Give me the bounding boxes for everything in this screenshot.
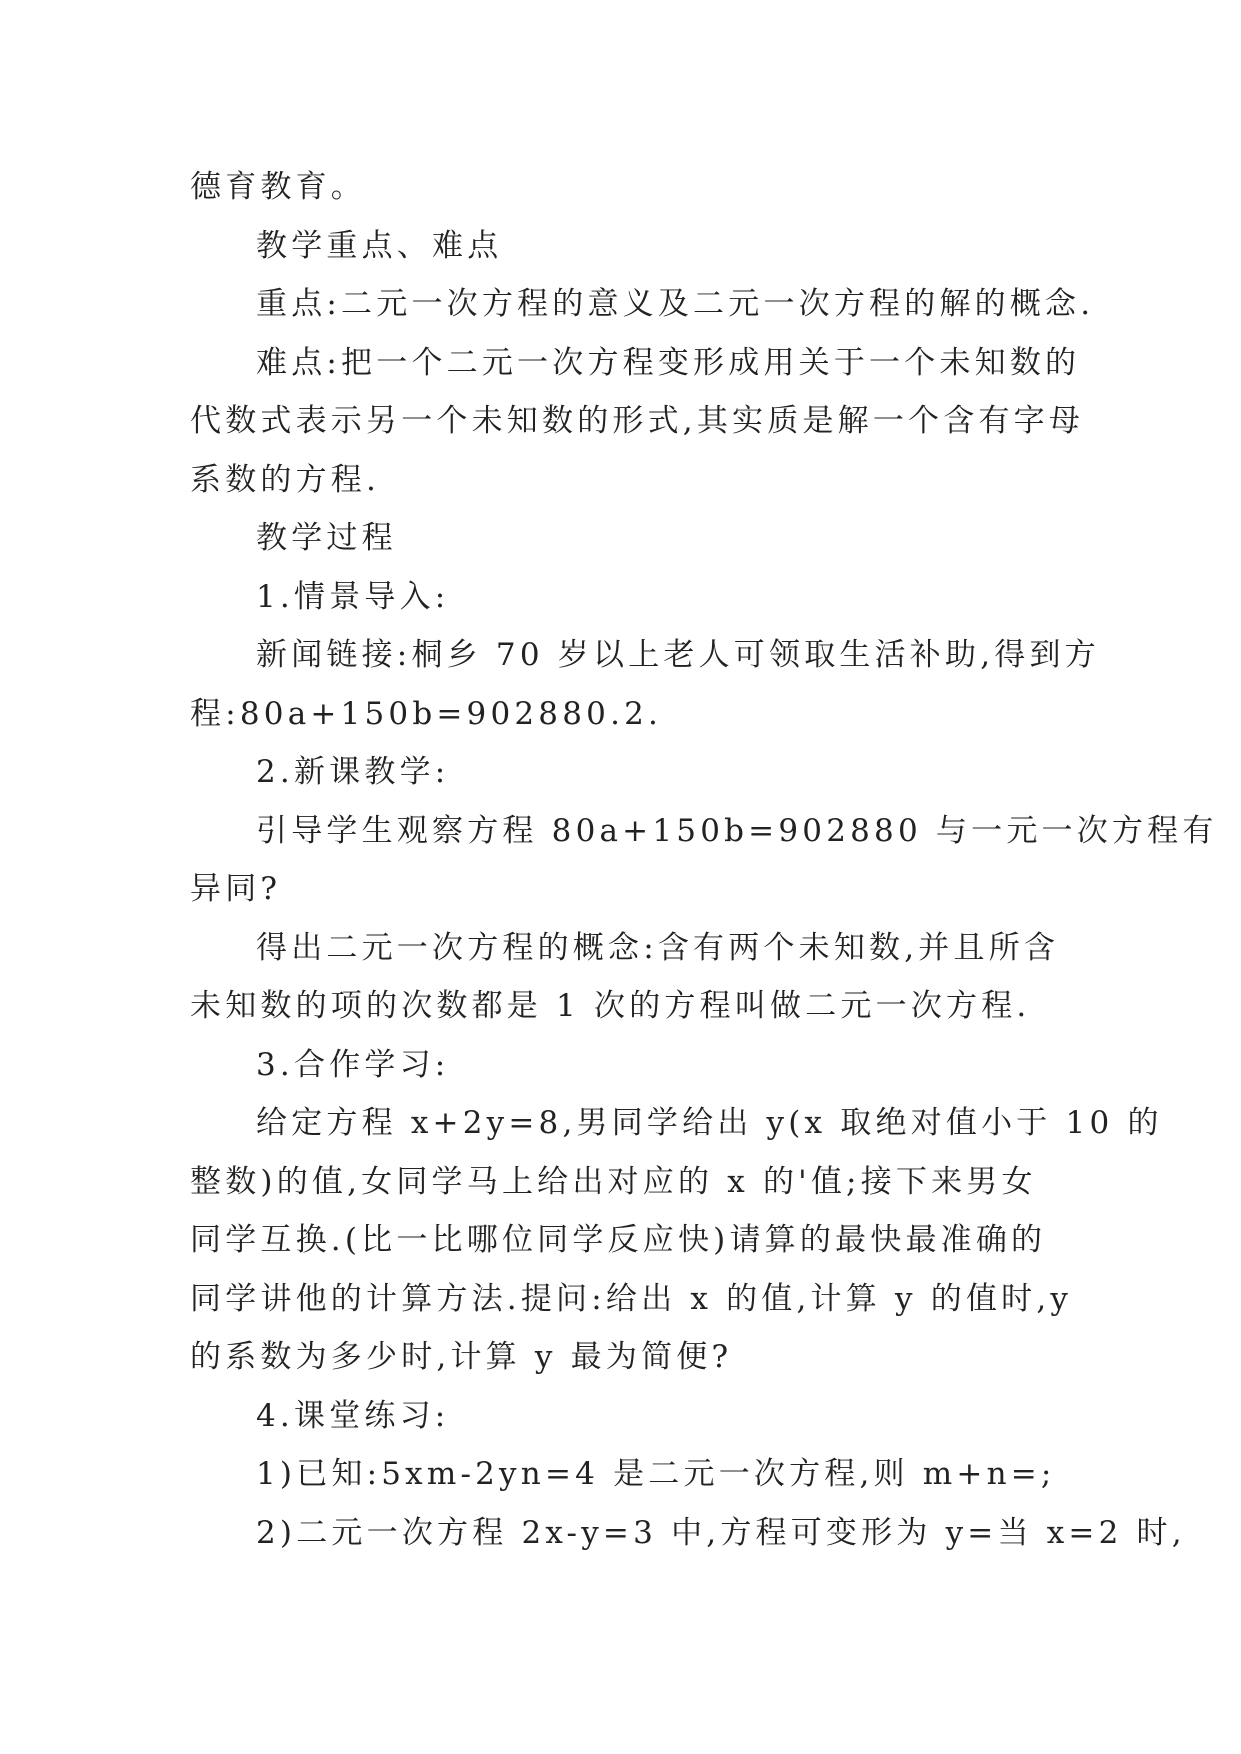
text-line: 2.新课教学: (256, 754, 450, 790)
text-line: 教学重点、难点 (256, 227, 503, 264)
text-line: 得出二元一次方程的概念:含有两个未知数,并且所含 (256, 929, 1060, 966)
text-line: 1.情景导入: (256, 578, 450, 615)
text-line: 德育教育。 (190, 169, 366, 205)
text-line: 难点:把一个二元一次方程变形成用关于一个未知数的 (256, 344, 1081, 381)
text-line: 同学互换.(比一比哪位同学反应快)请算的最快最准确的 (190, 1222, 1047, 1258)
text-line: 引导学生观察方程 80a+150b=902880 与一元一次方程有 (256, 812, 1218, 849)
text-line: 代数式表示另一个未知数的形式,其实质是解一个含有字母 (190, 403, 1085, 439)
text-line: 重点:二元一次方程的意义及二元一次方程的解的概念. (256, 286, 1095, 322)
text-line: 程:80a+150b=902880.2. (190, 695, 663, 732)
text-line: 系数的方程. (190, 461, 381, 498)
text-line: 4.课堂练习: (256, 1397, 450, 1434)
text-line: 新闻链接:桐乡 70 岁以上老人可领取生活补助,得到方 (256, 637, 1100, 673)
text-line: 2)二元一次方程 2x-y=3 中,方程可变形为 y=当 x=2 时, (256, 1514, 1186, 1551)
text-line: 整数)的值,女同学马上给出对应的 x 的'值;接下来男女 (190, 1163, 1037, 1200)
text-line: 给定方程 x+2y=8,男同学给出 y(x 取绝对值小于 10 的 (256, 1105, 1163, 1141)
text-line: 的系数为多少时,计算 y 最为简便? (190, 1339, 733, 1375)
section-heading: 教学过程 (256, 520, 397, 556)
text-line: 同学讲他的计算方法.提问:给出 x 的值,计算 y 的值时,y (190, 1280, 1073, 1317)
text-line: 异同? (190, 871, 282, 907)
document-body (190, 158, 1218, 1562)
text-line: 1)已知:5xm-2yn=4 是二元一次方程,则 m+n=; (256, 1456, 1056, 1492)
text-line: 3.合作学习: (256, 1046, 450, 1083)
text-line: 未知数的项的次数都是 1 次的方程叫做二元一次方程. (190, 988, 1031, 1024)
